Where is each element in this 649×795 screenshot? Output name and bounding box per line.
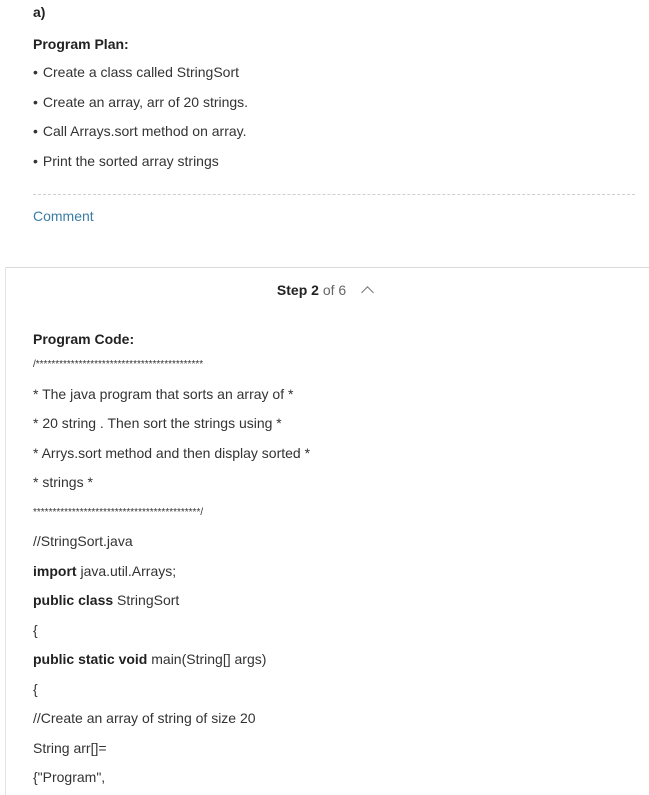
comment-link[interactable]: Comment: [33, 208, 94, 224]
step-label: Step: [276, 282, 308, 298]
step-navigator[interactable]: [0, 281, 649, 299]
plan-item: • Create an array, arr of 20 strings.: [33, 94, 248, 124]
code-line: [33, 563, 633, 593]
code-text: main(String[] args): [147, 651, 267, 667]
code-keyword: public class: [33, 592, 114, 608]
code-line: {: [33, 680, 38, 697]
program-plan-list: [33, 64, 248, 182]
code-line: //Create an array of string of size 20: [33, 710, 256, 726]
step-of-text: of: [322, 282, 335, 298]
dashed-divider: [33, 194, 635, 195]
plan-item: • Print the sorted array strings: [33, 153, 248, 183]
step-1-panel: [0, 0, 649, 268]
code-line: //StringSort.java: [33, 533, 133, 549]
step-total: 6: [338, 282, 347, 298]
code-line: /*******************************************: [33, 359, 204, 370]
code-line: {"Program",: [33, 769, 106, 785]
panel-divider: [5, 267, 649, 268]
code-line: *******************************************/: [33, 506, 204, 518]
plan-item: • Create a class called StringSort: [33, 64, 248, 94]
code-text: StringSort: [113, 592, 180, 608]
program-plan-heading: Program Plan:: [33, 36, 129, 52]
code-line: String arr[]=: [33, 739, 107, 756]
code-line: [33, 651, 633, 681]
step-current: 2: [311, 282, 319, 298]
chevron-up-icon[interactable]: [361, 286, 374, 299]
code-keyword: import: [33, 562, 77, 579]
code-keyword: public static void: [33, 651, 148, 667]
code-line: * Arrys.sort method and then display sorted *: [33, 444, 311, 461]
program-code-heading: Program Code:: [33, 331, 135, 347]
code-line: {: [33, 621, 38, 638]
code-line: [33, 592, 633, 622]
code-line: * strings *: [33, 474, 93, 490]
code-line: * 20 string . Then sort the strings using *: [33, 415, 282, 431]
panel-border: [5, 267, 6, 795]
code-block: [33, 356, 633, 795]
code-line: * The java program that sorts an array of *: [33, 385, 294, 402]
part-label: a): [33, 4, 46, 20]
code-text: java.util.Arrays;: [76, 562, 177, 579]
plan-item: • Call Arrays.sort method on array.: [33, 123, 248, 153]
